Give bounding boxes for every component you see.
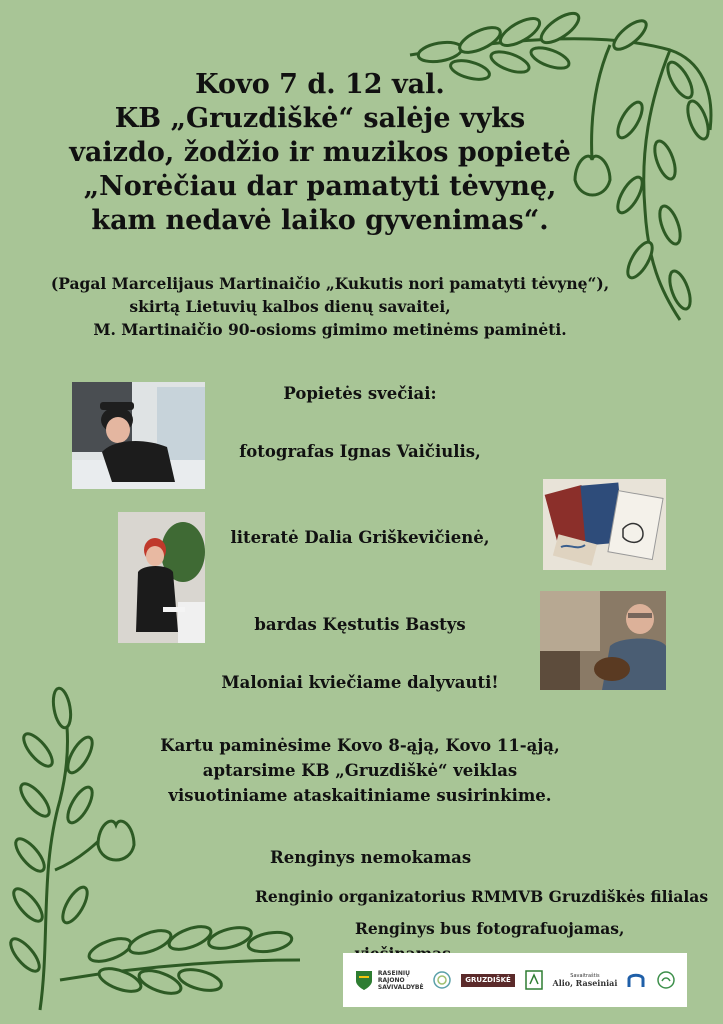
commemoration-line: Kartu paminėsime Kovo 8-ąją, Kovo 11-ąją, [160,736,560,755]
municipality-line: RASEINIŲ [377,969,410,977]
guests-heading: Popietės svečiai: [283,384,437,403]
coat-of-arms-icon [353,969,375,991]
commemoration-line: aptarsime KB „Gruzdiškė“ veiklas [202,761,518,780]
books-photo [543,479,666,570]
guest-writer: literatė Dalia Griškevičienė, [230,528,490,547]
guest-photographer: fotografas Ignas Vaičiulis, [239,442,481,461]
title-line: „Norėčiau dar pamatyti tėvynę, [83,171,557,202]
subtitle-line: skirtą Lietuvių kalbos dienų savaitei, [129,297,451,316]
event-title [40,68,600,238]
guest-bard: bardas Kęstutis Bastys [254,615,466,634]
title-line: Kovo 7 d. 12 val. [195,69,445,100]
municipality-logo [353,969,424,991]
alio-raseiniai-logo [552,973,617,987]
photographer-photo [72,382,205,489]
alio-small-text: Savaitraštis [570,973,600,979]
event-subtitle [20,272,640,341]
invitation-text: Maloniai kviečiame dalyvauti! [221,673,499,692]
alio-text: Alio, Raseiniai [552,978,618,988]
organizer-note: Renginio organizatorius RMMVB Gruzdiškės filialas [255,887,709,906]
gruzdiske-logo-text: GRUZDIŠKĖ [465,975,511,984]
bard-photo [540,591,666,690]
blue-arch-logo-icon [625,969,647,991]
title-line: kam nedavė laiko gyvenimas“. [91,205,549,236]
municipality-line: SAVIVALDYBĖ [377,983,424,991]
writer-photo [118,512,205,643]
subtitle-line: M. Martinaičio 90-osioms gimimo metinėms paminėti. [93,320,567,339]
commemoration-text [130,733,590,808]
municipality-line: RAJONO [377,976,405,984]
title-line: KB „Gruzdiškė“ salėje vyks [114,103,526,134]
round-green-logo-icon [655,969,677,991]
sponsor-logos-strip [343,953,687,1007]
photography-note: Renginys bus fotografuojamas, [355,919,625,938]
green-square-logo-icon [523,969,545,991]
free-event-note: Renginys nemokamas [270,848,472,867]
title-line: vaizdo, žodžio ir muzikos popietė [69,137,571,168]
gruzdiske-logo [461,974,515,987]
commemoration-line: visuotiniame ataskaitiniame susirinkime. [168,786,552,805]
library-logo-icon [431,969,453,991]
subtitle-line: (Pagal Marcelijaus Martinaičio „Kukutis nori pamatyti tėvynę“), [50,274,610,293]
